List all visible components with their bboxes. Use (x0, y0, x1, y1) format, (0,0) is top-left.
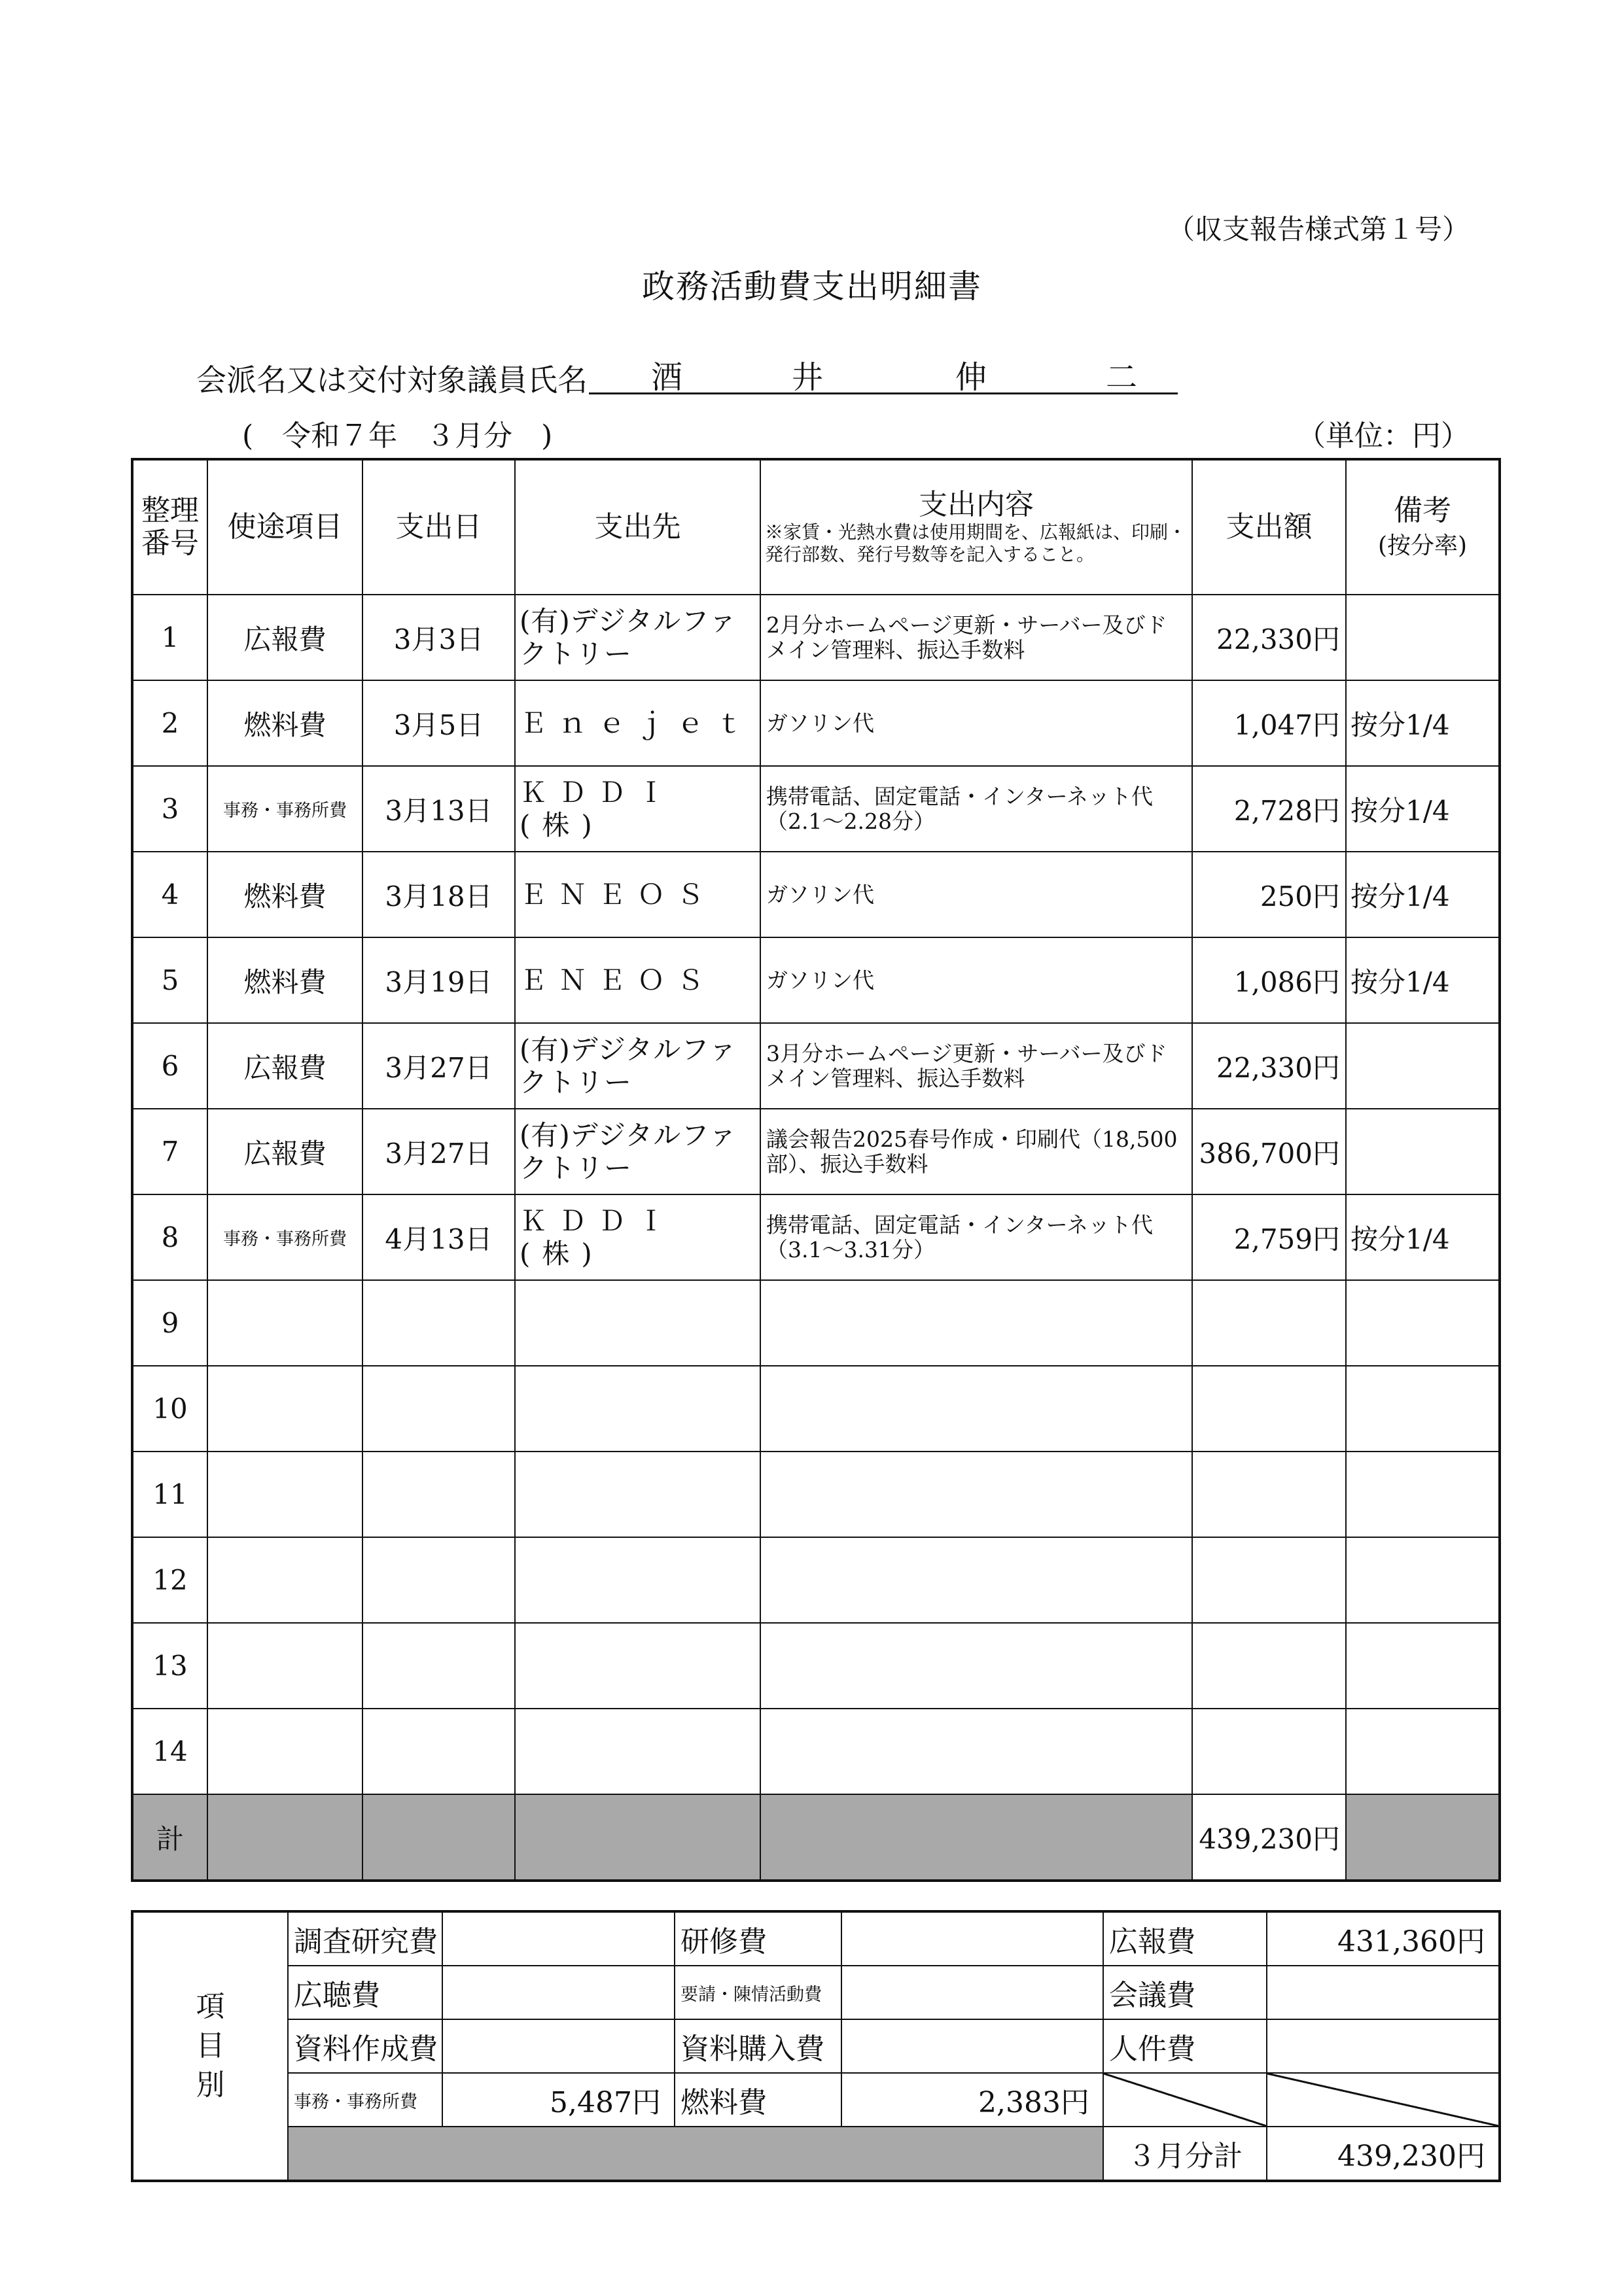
row-category: 燃料費 (207, 937, 362, 1023)
row-content (760, 1366, 1192, 1452)
row-payee: (有)デジタルファクトリー (515, 1109, 760, 1194)
row-amount: 1,047円 (1192, 680, 1346, 766)
row-content: 3月分ホームページ更新・サーバー及びドメイン管理料、振込手数料 (760, 1023, 1192, 1109)
row-payee (515, 1280, 760, 1366)
row-amount: 386,700円 (1192, 1109, 1346, 1194)
row-payee (515, 1623, 760, 1709)
row-remarks: 按分1/4 (1346, 852, 1500, 937)
row-date: 3月18日 (362, 852, 515, 937)
total-row (132, 1794, 1500, 1881)
row-number: 10 (132, 1366, 207, 1452)
name-char: 伸 (955, 359, 987, 396)
row-amount (1192, 1452, 1346, 1537)
table-row (132, 766, 1500, 852)
row-payee (515, 1366, 760, 1452)
content-header-title: 支出内容 (919, 488, 1034, 521)
purchase-label: 資料購入費 (675, 2019, 841, 2073)
row-remarks (1346, 1537, 1500, 1623)
row-category: 広報費 (207, 1023, 362, 1109)
content-header-note: ※家賃・光熱水費は使用期間を、広報紙は、印刷・発行部数、発行号数等を記入すること。 (765, 521, 1187, 565)
row-category: 燃料費 (207, 852, 362, 937)
row-number: 6 (132, 1023, 207, 1109)
row-amount (1192, 1709, 1346, 1794)
research-label: 調査研究費 (288, 1911, 442, 1966)
hearing-value (442, 1966, 675, 2019)
col-header-payee: 支出先 (515, 459, 760, 595)
row-remarks: 按分1/4 (1346, 937, 1500, 1023)
name-char: 井 (792, 359, 824, 396)
row-content (760, 1623, 1192, 1709)
table-row (132, 937, 1500, 1023)
fuel-value: 2,383円 (841, 2073, 1103, 2127)
row-content: 携帯電話、固定電話・インターネット代（3.1～3.31分） (760, 1194, 1192, 1280)
row-payee: (有)デジタルファクトリー (515, 1023, 760, 1109)
petition-value (841, 1966, 1103, 2019)
row-amount: 2,728円 (1192, 766, 1346, 852)
row-category (207, 1280, 362, 1366)
table-body (132, 595, 1500, 1794)
row-content: ガソリン代 (760, 937, 1192, 1023)
row-payee (515, 1709, 760, 1794)
row-content: ガソリン代 (760, 680, 1192, 766)
row-category: 事務・事務所費 (207, 766, 362, 852)
purchase-value (841, 2019, 1103, 2073)
table-row (132, 1194, 1500, 1280)
office-value: 5,487円 (442, 2073, 675, 2127)
row-category: 広報費 (207, 1109, 362, 1194)
row-remarks: 按分1/4 (1346, 680, 1500, 766)
row-payee: ＥＮＥＯＳ (515, 852, 760, 937)
row-remarks (1346, 595, 1500, 680)
training-label: 研修費 (675, 1911, 841, 1966)
col-header-amount: 支出額 (1192, 459, 1346, 595)
row-date (362, 1709, 515, 1794)
row-amount: 1,086円 (1192, 937, 1346, 1023)
row-date: 3月13日 (362, 766, 515, 852)
row-category (207, 1537, 362, 1623)
row-content: 2月分ホームページ更新・サーバー及びドメイン管理料、振込手数料 (760, 595, 1192, 680)
row-content (760, 1709, 1192, 1794)
research-value (442, 1911, 675, 1966)
remarks-header-title: 備考 (1394, 493, 1451, 527)
row-content: 携帯電話、固定電話・インターネット代（2.1～2.28分） (760, 766, 1192, 852)
month-total-value: 439,230円 (1267, 2127, 1500, 2181)
blank-diagonal-cell (1103, 2073, 1267, 2127)
col-header-remarks (1346, 459, 1500, 595)
row-remarks (1346, 1452, 1500, 1537)
office-label: 事務・事務所費 (288, 2073, 442, 2127)
table-row (132, 1709, 1500, 1794)
row-amount: 2,759円 (1192, 1194, 1346, 1280)
pr-label: 広報費 (1103, 1911, 1267, 1966)
row-content (760, 1537, 1192, 1623)
row-category (207, 1709, 362, 1794)
row-payee (515, 1537, 760, 1623)
table-row (132, 1109, 1500, 1194)
form-number: （収支報告様式第１号） (1167, 213, 1470, 245)
row-payee: (有)デジタルファクトリー (515, 595, 760, 680)
row-category: 燃料費 (207, 680, 362, 766)
row-content: 議会報告2025春号作成・印刷代（18,500部）、振込手数料 (760, 1109, 1192, 1194)
row-remarks (1346, 1109, 1500, 1194)
row-category (207, 1452, 362, 1537)
unit-label: （単位：円） (1297, 419, 1470, 453)
hearing-label: 広聴費 (288, 1966, 442, 2019)
col-header-content (760, 459, 1192, 595)
row-date: 3月19日 (362, 937, 515, 1023)
row-amount: 22,330円 (1192, 595, 1346, 680)
row-payee: Ｅｎｅｊｅｔ (515, 680, 760, 766)
expense-table (131, 458, 1501, 1882)
summary-side-label: 項 目 別 (132, 1911, 288, 2181)
table-header (132, 459, 1500, 595)
row-date: 3月5日 (362, 680, 515, 766)
table-row (132, 1537, 1500, 1623)
row-remarks (1346, 1023, 1500, 1109)
table-row (132, 1366, 1500, 1452)
row-remarks (1346, 1366, 1500, 1452)
row-date: 3月3日 (362, 595, 515, 680)
row-number: 3 (132, 766, 207, 852)
row-remarks: 按分1/4 (1346, 766, 1500, 852)
row-remarks: 按分1/4 (1346, 1194, 1500, 1280)
row-payee: ＥＮＥＯＳ (515, 937, 760, 1023)
row-content: ガソリン代 (760, 852, 1192, 937)
remarks-header-sub: (按分率) (1377, 532, 1468, 559)
row-amount (1192, 1537, 1346, 1623)
row-amount: 22,330円 (1192, 1023, 1346, 1109)
document-title: 政務活動費支出明細書 (642, 268, 982, 305)
name-label: 会派名又は交付対象議員氏名 (196, 362, 588, 398)
row-content (760, 1452, 1192, 1537)
row-category (207, 1623, 362, 1709)
row-remarks (1346, 1709, 1500, 1794)
category-summary-table (131, 1910, 1501, 2182)
name-char: 酒 (651, 359, 683, 396)
table-row (132, 852, 1500, 937)
row-payee: ＫＤＤＩ(株) (515, 1194, 760, 1280)
row-category: 事務・事務所費 (207, 1194, 362, 1280)
row-date: 3月27日 (362, 1109, 515, 1194)
month-total-label: ３月分計 (1103, 2127, 1267, 2181)
row-number: 12 (132, 1537, 207, 1623)
pr-value: 431,360円 (1267, 1911, 1500, 1966)
total-amount: 439,230円 (1192, 1794, 1346, 1881)
fuel-label: 燃料費 (675, 2073, 841, 2127)
col-header-category: 使途項目 (207, 459, 362, 595)
row-category (207, 1366, 362, 1452)
row-number: 9 (132, 1280, 207, 1366)
row-date (362, 1452, 515, 1537)
row-amount (1192, 1366, 1346, 1452)
col-header-no: 整理番号 (132, 459, 207, 595)
row-date (362, 1623, 515, 1709)
row-payee (515, 1452, 760, 1537)
personnel-label: 人件費 (1103, 2019, 1267, 2073)
training-value (841, 1911, 1103, 1966)
row-number: 8 (132, 1194, 207, 1280)
row-content (760, 1280, 1192, 1366)
row-category: 広報費 (207, 595, 362, 680)
row-date (362, 1537, 515, 1623)
table-row (132, 1023, 1500, 1109)
row-remarks (1346, 1280, 1500, 1366)
row-number: 1 (132, 595, 207, 680)
table-row (132, 1452, 1500, 1537)
row-number: 13 (132, 1623, 207, 1709)
shaded-area (288, 2127, 1103, 2181)
table-row (132, 1280, 1500, 1366)
row-date: 3月27日 (362, 1023, 515, 1109)
row-payee: ＫＤＤＩ(株) (515, 766, 760, 852)
row-date: 4月13日 (362, 1194, 515, 1280)
row-remarks (1346, 1623, 1500, 1709)
name-char: 二 (1106, 359, 1138, 396)
row-number: 4 (132, 852, 207, 937)
table-row (132, 595, 1500, 680)
row-date (362, 1366, 515, 1452)
row-number: 14 (132, 1709, 207, 1794)
period-label: ( 令和７年 ３月分 ) (242, 419, 553, 453)
petition-label: 要請・陳情活動費 (675, 1966, 841, 2019)
table-row (132, 1623, 1500, 1709)
materials-label: 資料作成費 (288, 2019, 442, 2073)
total-label: 計 (132, 1794, 207, 1881)
row-number: 2 (132, 680, 207, 766)
row-amount (1192, 1623, 1346, 1709)
materials-value (442, 2019, 675, 2073)
meeting-label: 会議費 (1103, 1966, 1267, 2019)
row-date (362, 1280, 515, 1366)
row-amount (1192, 1280, 1346, 1366)
row-number: 5 (132, 937, 207, 1023)
col-header-date: 支出日 (362, 459, 515, 595)
row-number: 11 (132, 1452, 207, 1537)
blank-diagonal-cell (1267, 2073, 1500, 2127)
row-amount: 250円 (1192, 852, 1346, 937)
row-number: 7 (132, 1109, 207, 1194)
member-name-field (589, 352, 1178, 394)
table-row (132, 680, 1500, 766)
meeting-value (1267, 1966, 1500, 2019)
personnel-value (1267, 2019, 1500, 2073)
